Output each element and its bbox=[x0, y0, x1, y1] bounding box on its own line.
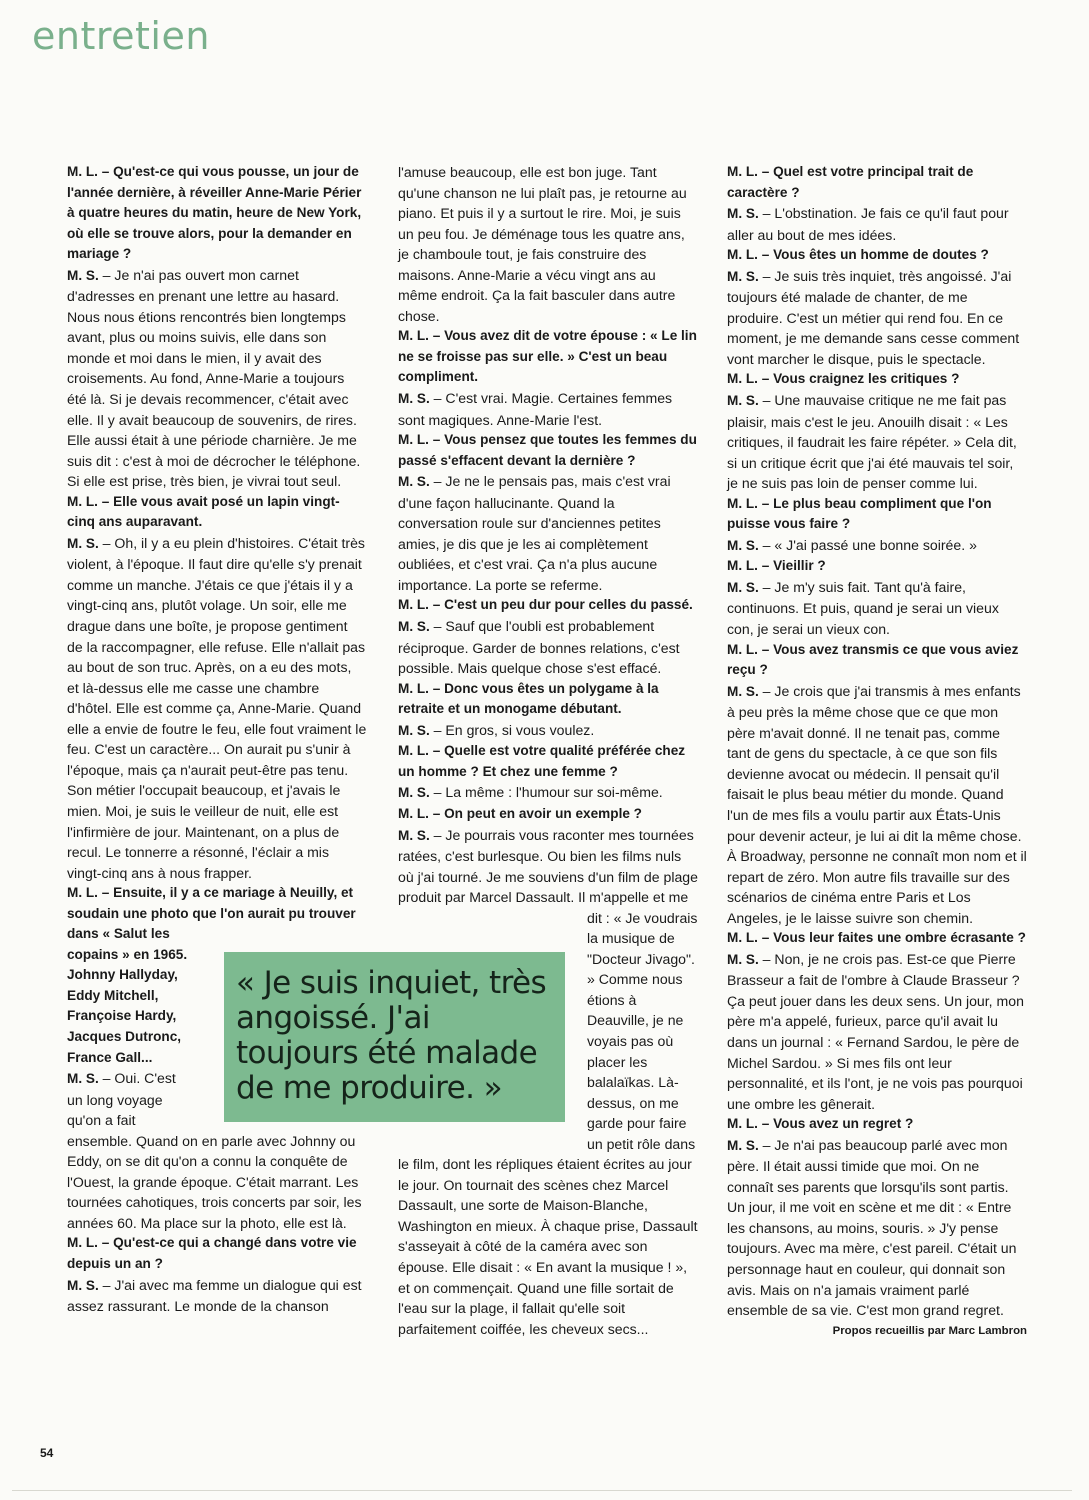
paragraph-text: Le plus beau compliment que l'on puisse vous faire ? bbox=[727, 495, 992, 532]
interview-answer bbox=[67, 1275, 367, 1317]
interview-answer bbox=[727, 203, 1027, 245]
speaker-label: M. L. – bbox=[398, 597, 441, 613]
speaker-label: M. L. – bbox=[727, 495, 770, 511]
paragraph-text: – Oh, il y a eu plein d'histoires. C'était très violent, à l'époque. Il faut dire qu'elle s'y prenait comme un manche. J'étais ce que j'étais il y a vingt-cinq ans, plutôt volage. Un soir, elle me drague dans une boîte, je propose gentiment de la raccompagner, elle refuse. Elle n'allait pas au bout de son truc. Après, on a eu des mots, et là-dessus elle me casse une chambre d'hôtel. Elle est comme ça, Anne-Marie. Quand elle a envie de foutre le feu, elle fout vraiment le feu. C'est un caractère... On aurait pu s'unir à l'époque, mais ça n'aurait peut-être pas tenu. Son métier l'occupait beaucoup, et j'avais le mien. Moi, je suis le veilleur de nuit, elle est l'infirmière de jour. Maintenant, on a plus de recul. Le tonnerre a résonné, l'éclair a mis vingt-cinq ans à nous frapper. bbox=[67, 534, 367, 881]
speaker-label: M. L. – bbox=[67, 164, 110, 179]
speaker-label: M. S. bbox=[67, 1071, 99, 1087]
speaker-label: M. L. – bbox=[67, 885, 110, 901]
interview-question bbox=[727, 162, 1027, 203]
paragraph-text: Quel est votre principal trait de caractère ? bbox=[727, 164, 974, 200]
interview-answer bbox=[727, 681, 1027, 929]
paragraph-text: – Je pourrais vous raconter mes tournées ratées, c'est burlesque. Ou bien les films nuls où j'ai tourné. Je me souviens d'un film de plage produit par Marcel Dassault. Il m'appelle et me dit : « Je voudrais la musique de "Docteur Jivago". » Comme nous étions à Deauville, je ne voyais pas où placer les balalaïkas. Là-dessus, on me garde pour faire un petit rôle dans le film, dont les répliques étaient écrites au jour le jour. On tournait des scènes chez Marcel Dassault, une sorte de Maison-Blanche, Washington en mieux. À chaque prise, Dassault s'asseyait à côté de la caméra avec son épouse. Elle disait : « En avant la musique ! », et on commençait. Quand une fille sortait de l'eau sur la plage, il fallait qu'elle soit parfaitement coiffée, les cheveux secs... bbox=[398, 826, 698, 1337]
interview-question bbox=[727, 1114, 1027, 1135]
interview-answer bbox=[398, 782, 698, 804]
paragraph-text: Quelle est votre qualité préférée chez un homme ? Et chez une femme ? bbox=[398, 743, 686, 779]
paragraph-text: – Je n'ai pas beaucoup parlé avec mon père. Il était aussi timide que moi. On ne connaît ses parents que lorsqu'ils sont partis. Un jour, il me voit en scène et me dit : « Entre les chansons, au moins, souris. » J'y pense toujours. Avec ma mère, c'est pareil. C'était un personnage haut en couleur, qui donnait son avis. Mais on n'a jamais vraiment parlé ensemble de sa vie. C'est mon grand regret. bbox=[727, 1136, 1017, 1319]
paragraph-text: – Je n'ai pas ouvert mon carnet d'adresses en prenant une lettre au hasard. Nous nous étions rencontrés bien longtemps avant, plus ou moins suivis, elle dans son monde et moi dans le mien, il y avait des croisements. Au fond, Anne-Marie a toujours été là. Si je devais recommencer, c'était avec elle. Il y avait beaucoup de souvenirs, de rires. Elle aussi était à une période charnière. Je me suis dit : c'est à moi de décrocher le téléphone. Si elle est prise, très bien, je vivrai tout seul. bbox=[67, 266, 361, 490]
interview-question bbox=[727, 556, 1027, 577]
speaker-label: M. L. – bbox=[727, 371, 770, 387]
interview-question bbox=[727, 640, 1027, 681]
speaker-label: M. S. bbox=[67, 1277, 99, 1293]
speaker-label: M. L. – bbox=[727, 558, 770, 574]
paragraph-text: Elle vous avait posé un lapin vingt-cinq ans auparavant. bbox=[67, 493, 340, 530]
speaker-label: M. S. bbox=[398, 619, 430, 635]
interview-question bbox=[67, 1233, 367, 1274]
interview-question bbox=[398, 430, 698, 471]
paragraph-text: C'est un peu dur pour celles du passé. bbox=[444, 597, 693, 613]
speaker-label: M. S. bbox=[727, 1137, 759, 1153]
paragraph-text: – Je m'y suis fait. Tant qu'à faire, continuons. Et puis, quand je serai un vieux con, je serai un vieux con. bbox=[727, 578, 999, 638]
interview-answer bbox=[727, 266, 1027, 370]
paragraph-text: – L'obstination. Je fais ce qu'il faut pour aller au bout de mes idées. bbox=[727, 205, 1009, 243]
speaker-label: M. S. bbox=[727, 393, 759, 409]
paragraph-text: – C'est vrai. Magie. Certaines femmes sont magiques. Anne-Marie l'est. bbox=[398, 390, 673, 428]
speaker-label: M. L. – bbox=[398, 680, 441, 696]
paragraph-text: – Je suis très inquiet, très angoissé. J'ai toujours été malade de chanter, de me produire. C'est un métier qui rend fou. En ce moment, je me demande sans cesse comment vont marcher le disque, puis le spectacle. bbox=[727, 267, 1020, 367]
paragraph-text: Qu'est-ce qui a changé dans votre vie depuis un an ? bbox=[67, 1235, 357, 1271]
speaker-label: M. S. bbox=[398, 474, 430, 490]
interview-question bbox=[398, 326, 698, 388]
paragraph-text: – Sauf que l'oubli est probablement réciproque. Garder de bonnes relations, c'est possible. Mais quelque chose s'est effacé. bbox=[398, 618, 680, 677]
paragraph-text: – Une mauvaise critique ne me fait pas plaisir, mais c'est le jeu. Anouilh disait : « Les critiques, il faudrait les faire répéter. » Cela dit, si un critique écrit que j'ai été mauvais tel soir, je ne suis pas loin de penser comme lui. bbox=[727, 392, 1017, 492]
paragraph-text: – Je ne le pensais pas, mais c'est vrai d'une façon hallucinante. Quand la conversation roule sur d'anciennes petites amies, je dis que je les ai complètement oubliées, et c'est vrai. Ça n'a plus aucune importance. La porte se referme. bbox=[398, 473, 671, 593]
speaker-label: M. S. bbox=[727, 951, 759, 967]
speaker-label: M. L. – bbox=[67, 1235, 110, 1251]
paragraph-text: Vous pensez que toutes les femmes du passé s'effacent devant la dernière ? bbox=[398, 432, 697, 468]
paragraph-text: Vous êtes un homme de doutes ? bbox=[773, 247, 989, 263]
paragraph-text: – Je crois que j'ai transmis à mes enfants à peu près la même chose que ce que mon père m'avait donné. Il ne tenait pas, comme tant de gens du spectacle, à ce que son fils devienne avocat ou médecin. Il pensait qu'il faisait le plus beau métier du monde. Quand l'un de mes fils a voulu partir aux États-Unis pour devenir acteur, je lui ai dit la même chose. À Broadway, personne ne connaît mon nom et il repart de zéro. Mon autre fils travaille sur des scénarios de cinéma entre Paris et Los Angeles, je le laisse suivre son chemin. bbox=[727, 682, 1027, 926]
speaker-label: M. L. – bbox=[398, 328, 441, 344]
interview-question bbox=[727, 494, 1027, 535]
speaker-label: M. L. – bbox=[727, 641, 770, 657]
paragraph-text: l'amuse beaucoup, elle est bon juge. Tant qu'une chanson ne lui plaît pas, je retourne au piano. Et puis il y a surtout le rire. Moi, je suis un peu fou. Je déménage tous les quatre ans, je chamboule tout, je fais construire des maisons. Anne-Marie a vécu vingt ans au même endroit. Ça la fait basculer dans autre chose. bbox=[398, 164, 687, 324]
interview-question bbox=[398, 804, 698, 825]
page-number: 54 bbox=[40, 1446, 54, 1460]
speaker-label: M. L. – bbox=[398, 805, 441, 821]
interview-answer bbox=[398, 616, 698, 679]
paragraph-text: – J'ai avec ma femme un dialogue qui est assez rassurant. Le monde de la chanson bbox=[67, 1276, 362, 1315]
paragraph bbox=[398, 162, 698, 326]
paragraph-text: Vous avez dit de votre épouse : « Le lin ne se froisse pas sur elle. » C'est un beau compliment. bbox=[398, 328, 697, 385]
interview-question bbox=[67, 162, 367, 265]
paragraph-text: – En gros, si vous voulez. bbox=[433, 721, 595, 738]
paragraph-text: – La même : l'humour sur soi-même. bbox=[433, 784, 663, 801]
interview-question bbox=[727, 245, 1027, 266]
paragraph-text: Vous craignez les critiques ? bbox=[773, 371, 960, 387]
interview-answer bbox=[67, 265, 367, 492]
interview-answer bbox=[727, 577, 1027, 640]
paragraph-text: Qu'est-ce qui vous pousse, un jour de l'année dernière, à réveiller Anne-Marie Périer à quatre heures du matin, heure de New York, où elle se trouve alors, pour la demander en mariage ? bbox=[67, 164, 362, 262]
speaker-label: M. S. bbox=[398, 391, 430, 407]
paragraph-text: Ensuite, il y a ce mariage à Neuilly, et soudain une photo que l'on aurait pu trouver dans « Salut les copains » en 1965. Johnny Hallyday, Eddy Mitchell, Françoise Hardy, Jacques Dutronc, France Gall... bbox=[67, 885, 356, 1065]
paragraph-text: Vous avez un regret ? bbox=[773, 1116, 914, 1132]
speaker-label: M. L. – bbox=[727, 930, 770, 946]
interview-question bbox=[727, 928, 1027, 949]
speaker-label: M. S. bbox=[398, 827, 430, 843]
paragraph-text: Vieillir ? bbox=[773, 558, 826, 574]
speaker-label: M. L. – bbox=[727, 247, 770, 263]
paragraph-text: Vous leur faites une ombre écrasante ? bbox=[773, 930, 1026, 946]
interview-question bbox=[398, 679, 698, 720]
speaker-label: M. S. bbox=[727, 683, 759, 699]
section-label: entretien bbox=[32, 14, 210, 58]
paragraph-text: Donc vous êtes un polygame à la retraite et un monogame débutant. bbox=[398, 680, 659, 717]
speaker-label: M. L. – bbox=[398, 432, 441, 448]
paragraph-text: Vous avez transmis ce que vous aviez reçu ? bbox=[727, 641, 1019, 678]
speaker-label: M. S. bbox=[727, 268, 759, 284]
paragraph-text: – Non, je ne crois pas. Est-ce que Pierre Brasseur a fait de l'ombre à Claude Brasseur ? Ça peut jouer dans les deux sens. Un jour, mon père m'a appelé, furieux, parce qu'il avait lu dans un journal : « Fernand Sardou, le père de Michel Sardou. » Si mes fils ont leur personnalité, et ils l'ont, je ne vois pas pourquoi une ombre les gênerait. bbox=[727, 950, 1024, 1112]
interview-answer bbox=[727, 390, 1027, 494]
column-1 bbox=[67, 162, 367, 1317]
speaker-label: M. S. bbox=[398, 722, 430, 738]
speaker-label: M. S. bbox=[727, 206, 759, 222]
interview-question bbox=[67, 492, 367, 533]
interview-question bbox=[398, 741, 698, 782]
author-credit: Propos recueillis par Marc Lambron bbox=[832, 1324, 1027, 1337]
column-2 bbox=[398, 162, 698, 1339]
interview-question bbox=[727, 369, 1027, 390]
pull-quote: « Je suis inquiet, très angoissé. J'ai toujours été malade de me produire. » bbox=[224, 952, 565, 1122]
paragraph-text: – Oui. C'est un long voyage qu'on a fait ensemble. Quand on en parle avec Johnny ou Eddy, on se dit qu'on a connu la conquête de l'Ouest, la grande époque. C'était marrant. Les tournées cahotiques, trois concerts par soir, les années 60. Ma place sur la photo, elle est là. bbox=[67, 1070, 362, 1231]
interview-answer bbox=[67, 533, 367, 883]
column-3 bbox=[727, 162, 1027, 1341]
interview-answer bbox=[398, 388, 698, 430]
interview-answer bbox=[398, 471, 698, 595]
paragraph-text: On peut en avoir un exemple ? bbox=[444, 805, 642, 821]
speaker-label: M. S. bbox=[398, 785, 430, 801]
speaker-label: M. S. bbox=[727, 579, 759, 595]
speaker-label: M. L. – bbox=[727, 164, 770, 179]
speaker-label: M. S. bbox=[727, 537, 759, 553]
speaker-label: M. S. bbox=[67, 535, 99, 551]
interview-answer bbox=[727, 949, 1027, 1114]
interview-answer bbox=[727, 1135, 1027, 1321]
divider bbox=[12, 1490, 1072, 1491]
interview-question bbox=[398, 595, 698, 616]
speaker-label: M. L. – bbox=[398, 743, 441, 759]
speaker-label: M. S. bbox=[67, 267, 99, 283]
interview-answer bbox=[398, 720, 698, 742]
speaker-label: M. L. – bbox=[727, 1116, 770, 1132]
interview-answer bbox=[727, 535, 1027, 557]
speaker-label: M. L. – bbox=[67, 493, 110, 509]
paragraph-text: – « J'ai passé une bonne soirée. » bbox=[762, 536, 977, 553]
